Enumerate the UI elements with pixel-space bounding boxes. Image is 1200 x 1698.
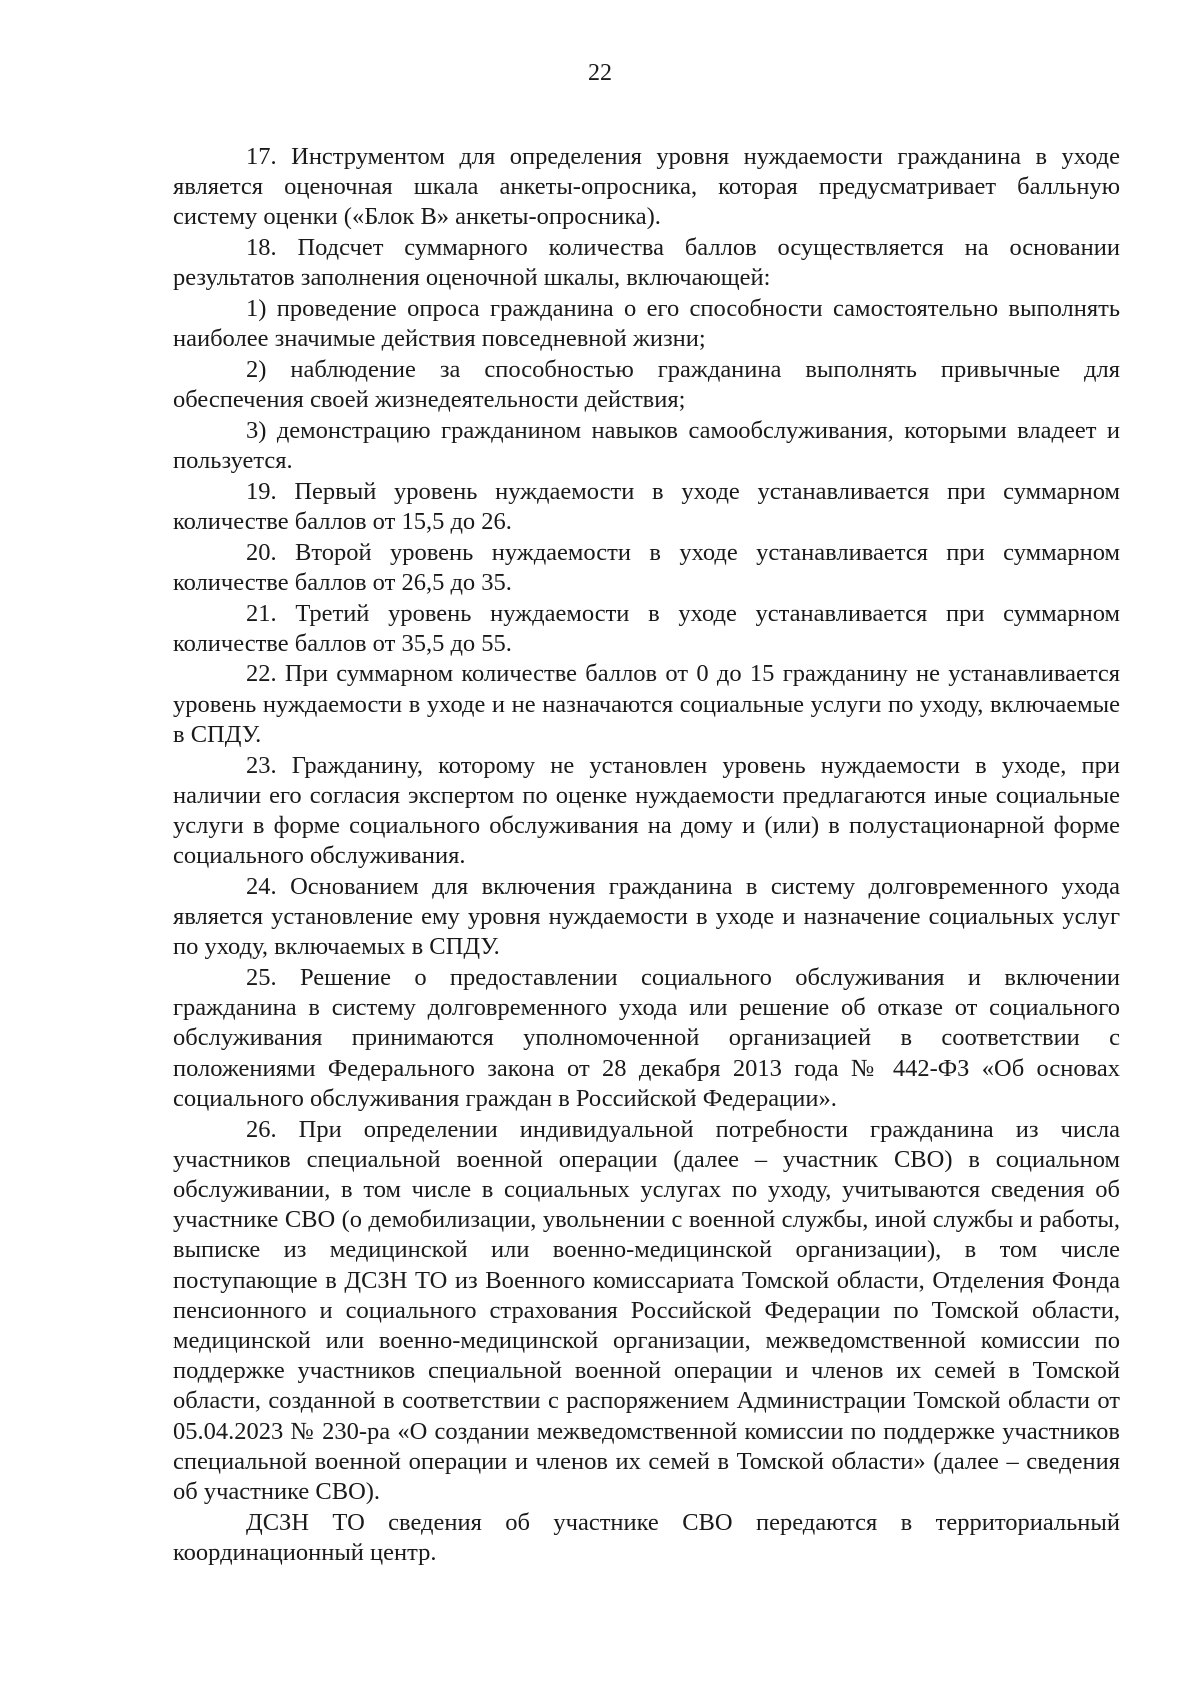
paragraph-22: 22. При суммарном количестве баллов от 0 до 15 гражданину не устанавливается уровень нуждаемости в уходе и не назначаются социальные услуги по уходу, включаемые в СПДУ. — [173, 660, 1120, 748]
paragraph-25: 25. Решение о предоставлении социального обслуживания и включении гражданина в систему долговременного ухода или решение об отказе от социального обслуживания принимаются уполномоченной организацией в соответствии с положениями Федерального закона от 28 декабря 2013 года № 442-ФЗ «Об основах социального обслуживания граждан в Российской Федерации». — [173, 963, 1120, 1112]
paragraph-18-item-2: 2) наблюдение за способностью гражданина выполнять привычные для обеспечения своей жизнедеятельности действия; — [173, 355, 1120, 414]
paragraph-20: 20. Второй уровень нуждаемости в уходе устанавливается при суммарном количестве баллов от 26,5 до 35. — [173, 538, 1120, 596]
paragraph-24: 24. Основанием для включения гражданина в систему долговременного ухода является установление ему уровня нуждаемости в уходе и назначение социальных услуг по уходу, включаемых в СПДУ. — [173, 872, 1120, 961]
paragraph-18: 18. Подсчет суммарного количества баллов осуществляется на основании результатов заполнения оценочной шкалы, включающей: — [173, 234, 1120, 292]
document-body — [173, 142, 1120, 1569]
paragraph-26-continuation: ДСЗН ТО сведения об участнике СВО передаются в территориальный координационный центр. — [173, 1508, 1120, 1566]
paragraph-23: 23. Гражданину, которому не установлен уровень нуждаемости в уходе, при наличии его согласия экспертом по оценке нуждаемости предлагаются иные социальные услуги в форме социального обслуживания на дому и (или) в полустационарной форме социального обслуживания. — [173, 751, 1120, 870]
paragraph-18-item-1: 1) проведение опроса гражданина о его способности самостоятельно выполнять наиболее значимые действия повседневной жизни; — [173, 295, 1120, 353]
paragraph-17: 17. Инструментом для определения уровня нуждаемости гражданина в уходе является оценочная шкала анкеты-опросника, которая предусматривает балльную систему оценки («Блок В» анкеты-опросника). — [173, 143, 1120, 231]
paragraph-21: 21. Третий уровень нуждаемости в уходе устанавливается при суммарном количестве баллов от 35,5 до 55. — [173, 599, 1120, 657]
page-number: 22 — [588, 60, 612, 86]
paragraph-18-item-3: 3) демонстрацию гражданином навыков самообслуживания, которыми владеет и пользуется. — [173, 416, 1120, 475]
paragraph-19: 19. Первый уровень нуждаемости в уходе устанавливается при суммарном количестве баллов от 15,5 до 26. — [173, 477, 1120, 535]
paragraph-26: 26. При определении индивидуальной потребности гражданина из числа участников специальной военной операции (далее – участник СВО) в социальном обслуживании, в том числе в социальных услугах по уходу, учитываются сведения об участнике СВО (о демобилизации, увольнении с военной службы, иной службы и работы, выписке из медицинской или военно-медицинской организации), в том числе поступающие в ДСЗН ТО из Военного комиссариата Томской области, Отделения Фонда пенсионного и социального страхования Российской Федерации по Томской области, медицинской или военно-медицинской организации, межведомственной комиссии по поддержке участников специальной военной операции и членов их семей в Томской области, созданной в соответствии с распоряжением Администрации Томской области от 05.04.2023 № 230-ра «О создании межведомственной комиссии по поддержке участников специальной военной операции и членов их семей в Томской области» (далее – сведения об участнике СВО). — [173, 1115, 1120, 1505]
